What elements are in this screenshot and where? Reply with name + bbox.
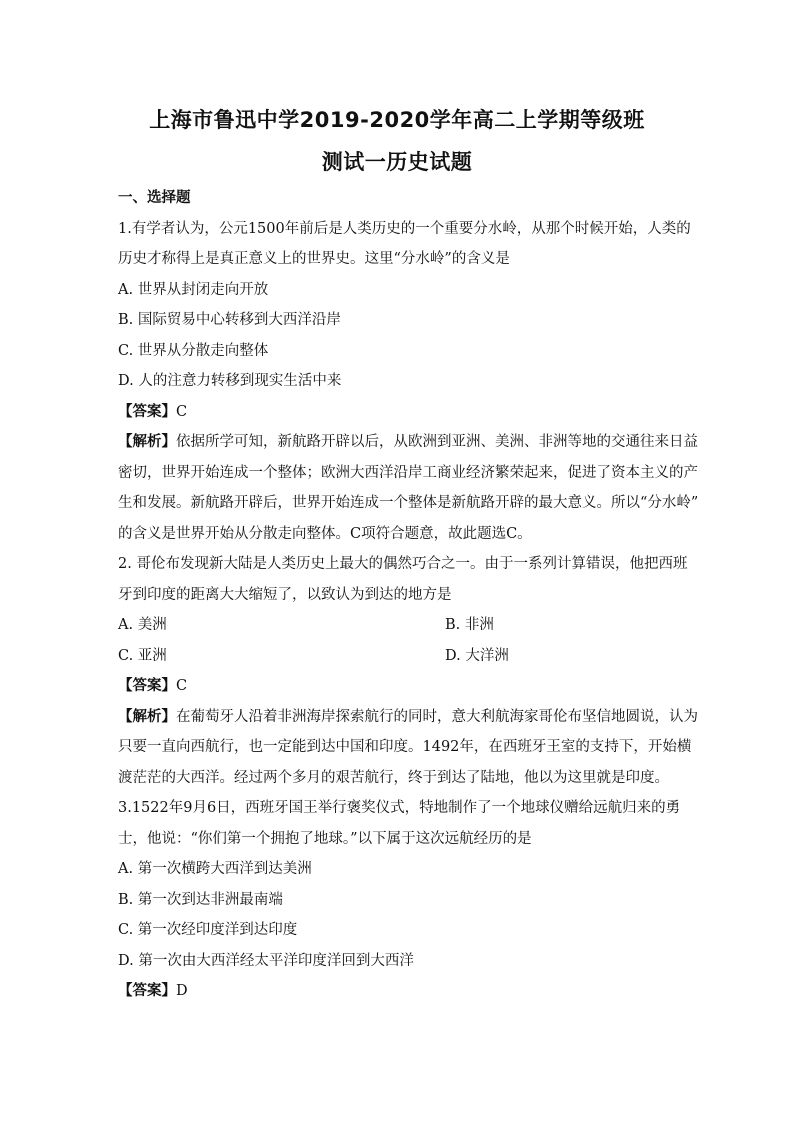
answer-value: C: [176, 403, 188, 420]
question-stem: 历史才称得上是真正意义上的世界史。这里“分水岭”的含义是: [118, 251, 510, 267]
question-stem: 1.有学者认为，公元1500年前后是人类历史的一个重要分水岭，从那个时候开始，人类的: [118, 220, 691, 237]
explanation-label: 【解析】: [118, 708, 176, 725]
option-c: C. 亚洲: [118, 647, 167, 664]
option-a: A. 第一次横跨大西洋到达美洲: [118, 861, 312, 877]
explanation-text: 在葡萄牙人沿着非洲海岸探索航行的同时，意大利航海家哥伦布坚信地圆说，认为: [176, 708, 698, 725]
option-c: C. 世界从分散走向整体: [118, 342, 269, 359]
question-3: [118, 793, 688, 1007]
explanation-text: 的含义是世界开始从分散走向整体。C项符合题意，故此题选C。: [118, 525, 532, 542]
question-2: [118, 549, 698, 793]
answer-value: C: [176, 678, 188, 694]
answer-value: D: [176, 983, 188, 999]
explanation-text: 只要一直向西航行，也一定能到达中国和印度。1492年，在西班牙王室的支持下，开始横: [118, 739, 692, 755]
option-b: B. 国际贸易中心转移到大西洋沿岸: [118, 312, 341, 328]
answer-label: 【答案】: [118, 678, 176, 694]
explanation-label: 【解析】: [118, 434, 176, 450]
explanation-line: [118, 427, 698, 458]
page-subtitle: 测试一历史试题: [321, 150, 473, 174]
option-b: B. 非洲: [445, 617, 494, 633]
explanation-text: 密切，世界开始连成一个整体；欧洲大西洋沿岸工商业经济繁荣起来，促进了资本主义的产: [118, 464, 698, 481]
question-stem: 3.1522年9月6日，西班牙国王举行褒奖仪式，特地制作了一个地球仪赠给远航归来的勇: [118, 800, 681, 816]
question-1: [118, 214, 699, 550]
option-row: [118, 641, 688, 672]
answer-line: [118, 976, 688, 1007]
answer-line: [118, 397, 688, 428]
explanation-text: 渡茫茫的大西洋。经过两个多月的艰苦航行，终于到达了陆地，他以为这里就是印度。: [118, 769, 669, 786]
explanation-line: [118, 702, 698, 733]
question-stem: 2. 哥伦布发现新大陆是人类历史上最大的偶然巧合之一。由于一系列计算错误，他把西班: [118, 556, 688, 572]
option-d: D. 第一次由大西洋经太平洋印度洋回到大西洋: [118, 952, 414, 969]
option-a: A. 美洲: [118, 617, 167, 633]
option-a: A. 世界从封闭走向开放: [118, 281, 269, 298]
document-body: [118, 183, 699, 1007]
option-d: D. 人的注意力转移到现实生活中来: [118, 373, 342, 389]
explanation-text: 生和发展。新航路开辟后，世界开始连成一个整体是新航路开辟的最大意义。所以“分水岭”: [118, 495, 699, 511]
question-stem: 士，他说：“你们第一个拥抱了地球。”以下属于这次远航经历的是: [118, 830, 532, 847]
answer-line: [118, 671, 688, 702]
explanation-text: 依据所学可知，新航路开辟以后，从欧洲到亚洲、美洲、非洲等地的交通往来日益: [176, 434, 698, 450]
section-heading: 一、选择题: [118, 190, 191, 206]
option-d: D. 大洋洲: [445, 647, 509, 664]
option-c: C. 第一次经印度洋到达印度: [118, 922, 298, 938]
answer-label: 【答案】: [118, 403, 176, 420]
page-title: 上海市鲁迅中学2019-2020学年高二上学期等级班: [149, 108, 645, 132]
answer-label: 【答案】: [118, 983, 176, 999]
option-b: B. 第一次到达非洲最南端: [118, 891, 283, 908]
option-row: [118, 610, 688, 641]
question-stem: 牙到印度的距离大大缩短了，以致认为到达的地方是: [118, 586, 452, 603]
